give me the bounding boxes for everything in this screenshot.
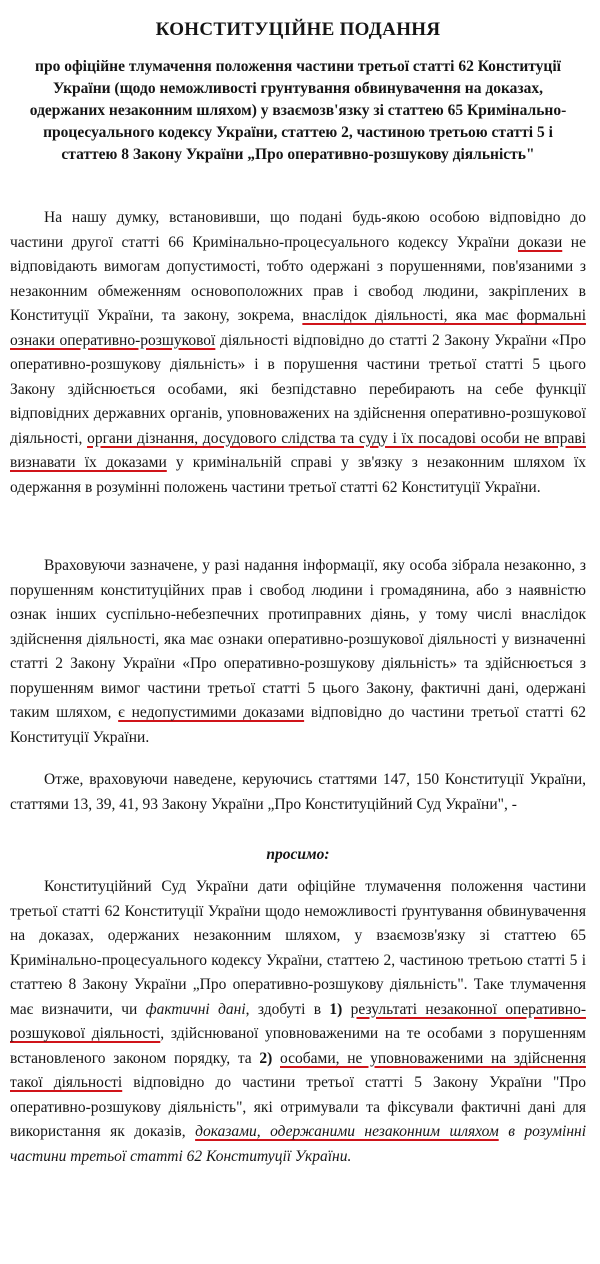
paragraph-1-text-c: діяльності відповідно до статті 2 Закону України «Про оперативно-розшукову діяльність» і в порушення частини третьої статті 5 цього Закону здійснюється особами, які безпідставно перебирають на себе функції відповідних державних органів, уповноважених на здійснення оперативно-розшукової діяльності, [10,331,586,447]
paragraph-4-text-b: , здобуті в [245,1000,330,1018]
paragraph-1 [10,206,586,500]
list-number-1: 1) [329,1000,343,1018]
paragraph-4 [10,875,586,1169]
paragraph-2-text-b: відповідно до частини третьої статті 62 Конституції України. [10,704,586,746]
paragraph-4-text-a: Конституційний Суд України дати офіційне тлумачення положення частини третьої статті 62 Конституції України щодо неможливості ґрунтування обвинувачення на доказах, одержаних незаконним шляхом, у взаємозв'язку зі статтею 65 Кримінально-процесуального кодексу України, статтею 2, частиною третьою статті 5 і статтею 8 Закону України „Про оперативно-розшукову діяльність". Таке тлумачення має визначити, чи [10,878,586,1018]
paragraph-3: Отже, враховуючи наведене, керуючись статтями 147, 150 Конституції України, статтями 13, 39, 41, 93 Закону України „Про Конституційний Суд України", - [10,771,586,813]
italic-phrase-factual-data: фактичні дані [145,1000,246,1018]
paragraph-2-text-a: Враховуючи зазначене, у разі надання інформації, яку особа зібрала незаконно, з порушенням конституційних прав і свобод людини і громадянина, або з наявністю ознак інших суспільно-небезпечних протиправних діянь, у тому числі внаслідок здійснення діяльності, яка має ознаки оперативно-розшукової діяльності у визначенні статті 2 Закону України «Про оперативно-розшукову діяльність» та здійснюється з порушенням вимог частини третьої статті 5 цього Закону, фактичні дані, одержані таким шляхом, [10,557,586,721]
paragraph-4-text-c: , здійснюваної уповноваженими на те особами з порушенням встановленого законом порядку, та [10,1025,586,1067]
paragraph-4-text-d: відповідно до частини третьої статті 5 Закону України "Про оперативно-розшукову діяльність", які отримували та фіксували фактичні дані для використання як доказів, [10,1074,586,1140]
underlined-phrase-activity: внаслідок діяльності, яка має формальні ознаки оперативно-розшукової [10,307,587,349]
paragraph-1-text-a: На нашу думку, встановивши, що подані будь-якою особою відповідно до частини другої статті 66 Кримінально-процесуального кодексу України [10,209,586,251]
request-heading: просимо: [266,846,330,863]
underlined-phrase-illegal-activity: результаті незаконної оперативно-розшукової діяльності [10,1000,586,1042]
document-subtitle: про офіційне тлумачення положення частини третьої статті 62 Конституції України (щодо неможливості грунтування обвинувачення на доказах, одержаних незаконним шляхом) у взаємозв'язку зі статтею 65 Кримінально-процесуального кодексу України, статтею 2, частиною третьою статті 5 і статтею 8 Закону України „Про оперативно-розшукову діяльність" [29,58,567,163]
paragraph-1-text-b: не відповідають вимогам допустимості, тобто одержані з порушеннями, пов'язаними з незаконним обмеженням основоположних прав і свобод людини, закріплених в Конституції України, та закону, зокрема, [10,233,586,324]
underlined-phrase-inadmissible: є недопустимими доказами [118,704,305,721]
underlined-phrase-authorities: органи дізнання, досудового слідства та суду і їх посадові особи не вправі визнавати їх доказами [10,429,586,471]
underlined-phrase-unauthorized: особами, не уповноваженими на здійснення такої діяльності [10,1049,586,1091]
paragraph-4-text-e: в розумінні частини третьої статті 62 Конституції України. [10,1123,587,1165]
paragraph-2 [10,554,586,750]
underlined-phrase-illegal-evidence: доказами, одержаними незаконним шляхом [195,1123,499,1140]
paragraph-1-text-d: у кримінальній справі у зв'язку з незаконним шляхом їх одержання в розумінні положень частини третьої статті 62 Конституції України. [10,454,587,496]
list-number-2: 2) [259,1049,273,1067]
document-title: КОНСТИТУЦІЙНЕ ПОДАННЯ [155,19,441,40]
underlined-phrase-evidence: докази [518,233,563,251]
